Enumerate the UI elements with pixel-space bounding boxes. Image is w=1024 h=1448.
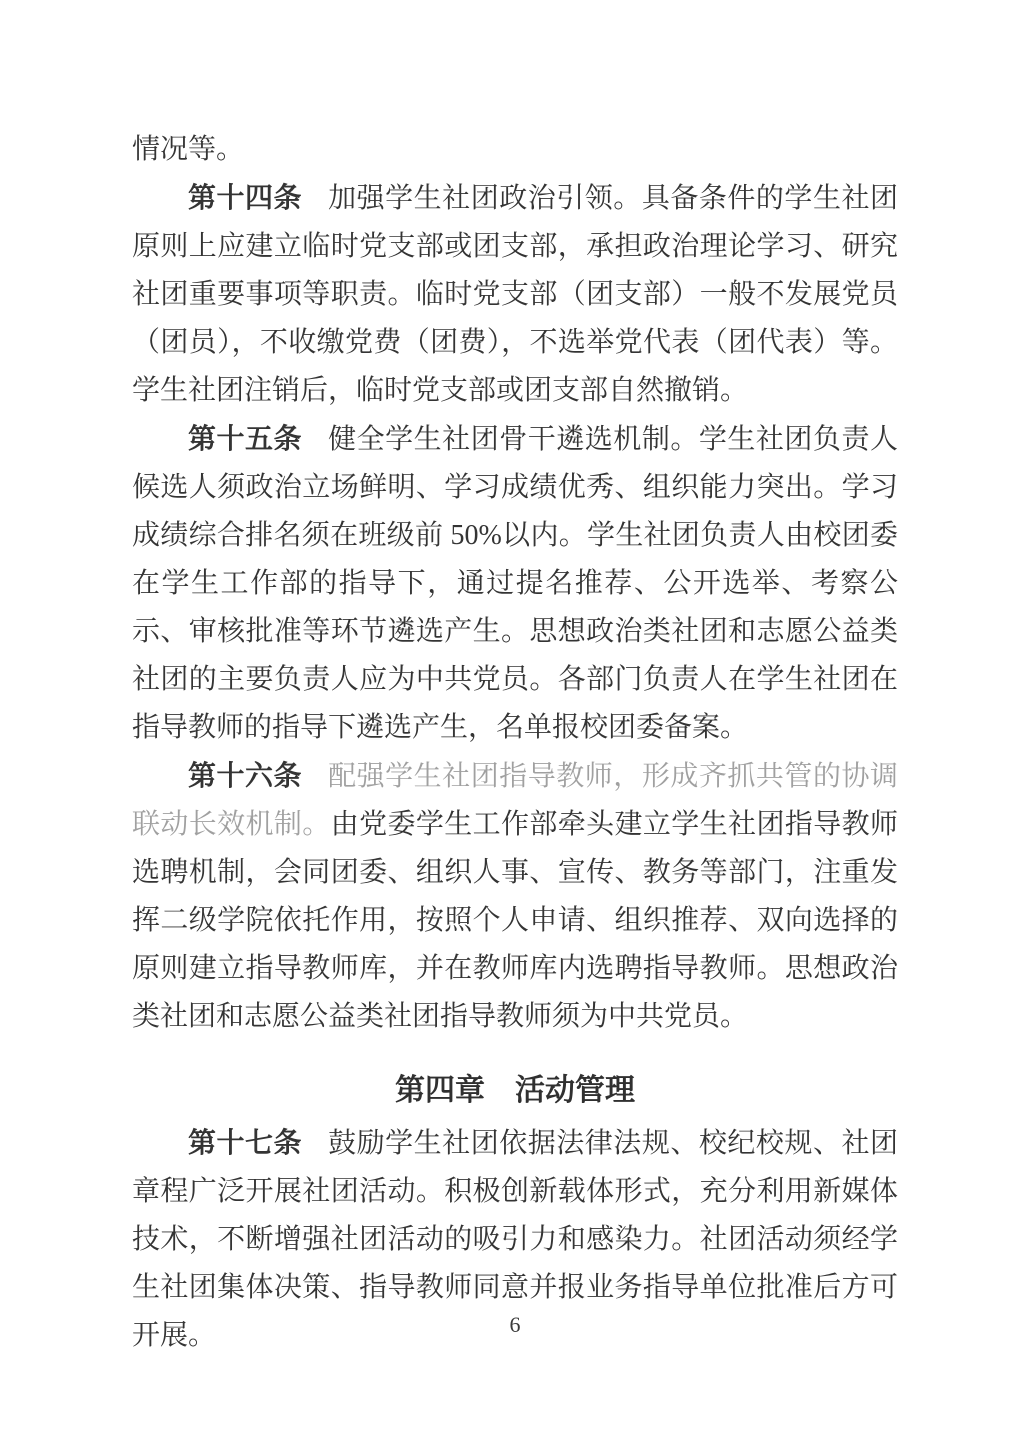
article-17-text: 鼓励学生社团依据法律法规、校纪校规、社团章程广泛开展社团活动。积极创新载体形式，充分利用新媒体技术，不断增强社团活动的吸引力和感染力。社团活动须经学生社团集体决策、指导教师同意并报业务指导单位批准后方可开展。 <box>132 1128 898 1351</box>
article-16-label: 第十六条 <box>188 760 303 791</box>
page-number: 6 <box>509 1312 521 1337</box>
article-14-label: 第十四条 <box>188 182 303 213</box>
article-15 <box>132 415 898 752</box>
article-14 <box>132 174 898 415</box>
article-15-label: 第十五条 <box>188 423 303 454</box>
article-17-label: 第十七条 <box>188 1127 303 1158</box>
article-16-text: 由党委学生工作部牵头建立学生社团指导教师选聘机制，会同团委、组织人事、宣传、教务等部门，注重发挥二级学院依托作用，按照个人申请、组织推荐、双向选择的原则建立指导教师库，并在教师库内选聘指导教师。思想政治类社团和志愿公益类社团指导教师须为中共党员。 <box>132 809 898 1032</box>
paragraph-continuation <box>132 126 898 174</box>
continuation-text: 情况等。 <box>132 134 245 165</box>
article-15-text: 健全学生社团骨干遴选机制。学生社团负责人候选人须政治立场鲜明、学习成绩优秀、组织能力突出。学习成绩综合排名须在班级前 50%以内。学生社团负责人由校团委在学生工作部的指导下，通过提名推荐、公开选举、考察公示、审核批准等环节遴选产生。思想政治类社团和志愿公益类社团的主要负责人应为中共党员。各部门负责人在学生社团在指导教师的指导下遴选产生，名单报校团委备案。 <box>132 424 898 743</box>
article-16-lead-muted: 配强学生社团指导教师，形成齐抓共管的协调联动长效机制。 <box>132 761 898 840</box>
article-16 <box>132 752 898 1041</box>
article-14-text: 加强学生社团政治引领。具备条件的学生社团原则上应建立临时党支部或团支部，承担政治理论学习、研究社团重要事项等职责。临时党支部（团支部）一般不发展党员（团员），不收缴党费（团费），不选举党代表（团代表）等。学生社团注销后，临时党支部或团支部自然撤销。 <box>132 183 898 406</box>
document-text-block <box>132 126 898 1360</box>
chapter-heading: 第四章 活动管理 <box>395 1074 635 1107</box>
